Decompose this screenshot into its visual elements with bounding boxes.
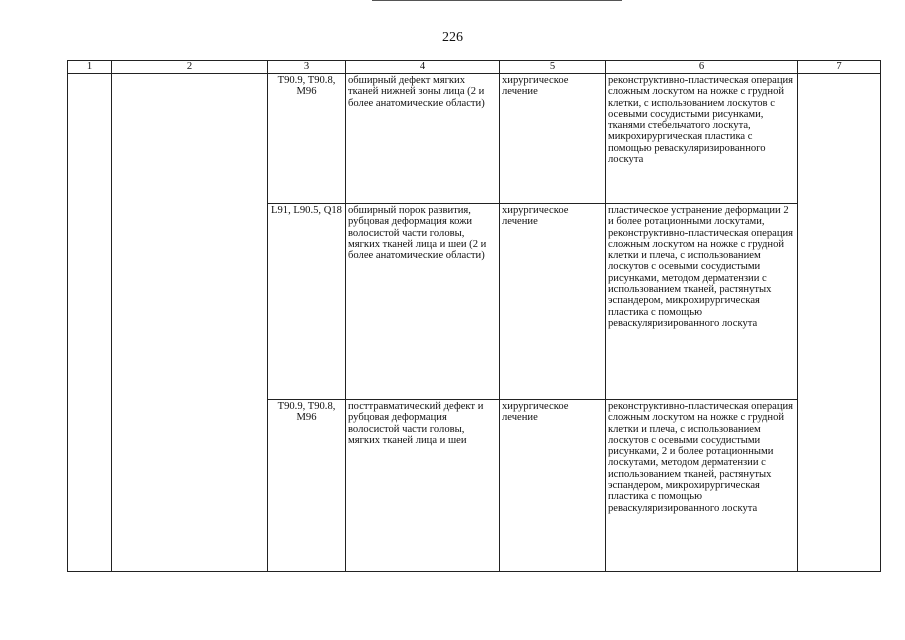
table-row [68,74,881,204]
diagnosis-codes-cell: T90.9, T90.8, M96 [268,74,346,204]
diagnosis-codes-cell: L91, L90.5, Q18 [268,204,346,400]
column-header-5: 5 [500,61,606,74]
cell-col2-empty [112,74,268,572]
column-header-1: 1 [68,61,112,74]
cell-col1-empty [68,74,112,572]
column-header-7: 7 [798,61,881,74]
condition-cell: обширный порок развития, рубцовая деформация кожи волосистой части головы, мягких тканей лица и шеи (2 и более анатомические области) [346,204,500,400]
treatment-method-cell: реконструктивно-пластическая операция сложным лоскутом на ножке с грудной клетки, с использованием лоскутов с осевыми сосудистыми рисунками, тканями стебельчатого лоскута, микрохирургическая пластика с помощью реваскуляризированного лоскута [606,74,798,204]
column-header-3: 3 [268,61,346,74]
column-header-4: 4 [346,61,500,74]
diagnosis-codes-cell: T90.9, T90.8, M96 [268,400,346,572]
treatment-method-cell: пластическое устранение деформации 2 и более ротационными лоскутами, реконструктивно-пластическая операция сложным лоскутом на ножке с грудной клетки и плеча, с использованием лоскутов с осевыми сосудистыми рисунками, методом дерматензии с использованием тканей, растянутых эспандером, микрохирургическая пластика с помощью реваскуляризированного лоскута [606,204,798,400]
treatment-method-cell: реконструктивно-пластическая операция сложным лоскутом на ножке с грудной клетки и плеча, с использованием лоскутов с осевыми сосудистыми рисунками, 2 и более ротационными лоскутами, методом дерматензии с использованием тканей, растянутых эспандером, микрохирургическая пластика с помощью реваскуляризированного лоскута [606,400,798,572]
medical-care-table [67,60,881,572]
page-number: 226 [442,30,463,45]
cell-col7-empty [798,74,881,572]
condition-cell: посттравматический дефект и рубцовая деформация волосистой части головы, мягких тканей лица и шеи [346,400,500,572]
condition-cell: обширный дефект мягких тканей нижней зоны лица (2 и более анатомические области) [346,74,500,204]
header-row [68,61,881,74]
top-rule [372,0,622,1]
treatment-type-cell: хирургическое лечение [500,74,606,204]
treatment-type-cell: хирургическое лечение [500,400,606,572]
column-header-6: 6 [606,61,798,74]
treatment-type-cell: хирургическое лечение [500,204,606,400]
column-header-2: 2 [112,61,268,74]
